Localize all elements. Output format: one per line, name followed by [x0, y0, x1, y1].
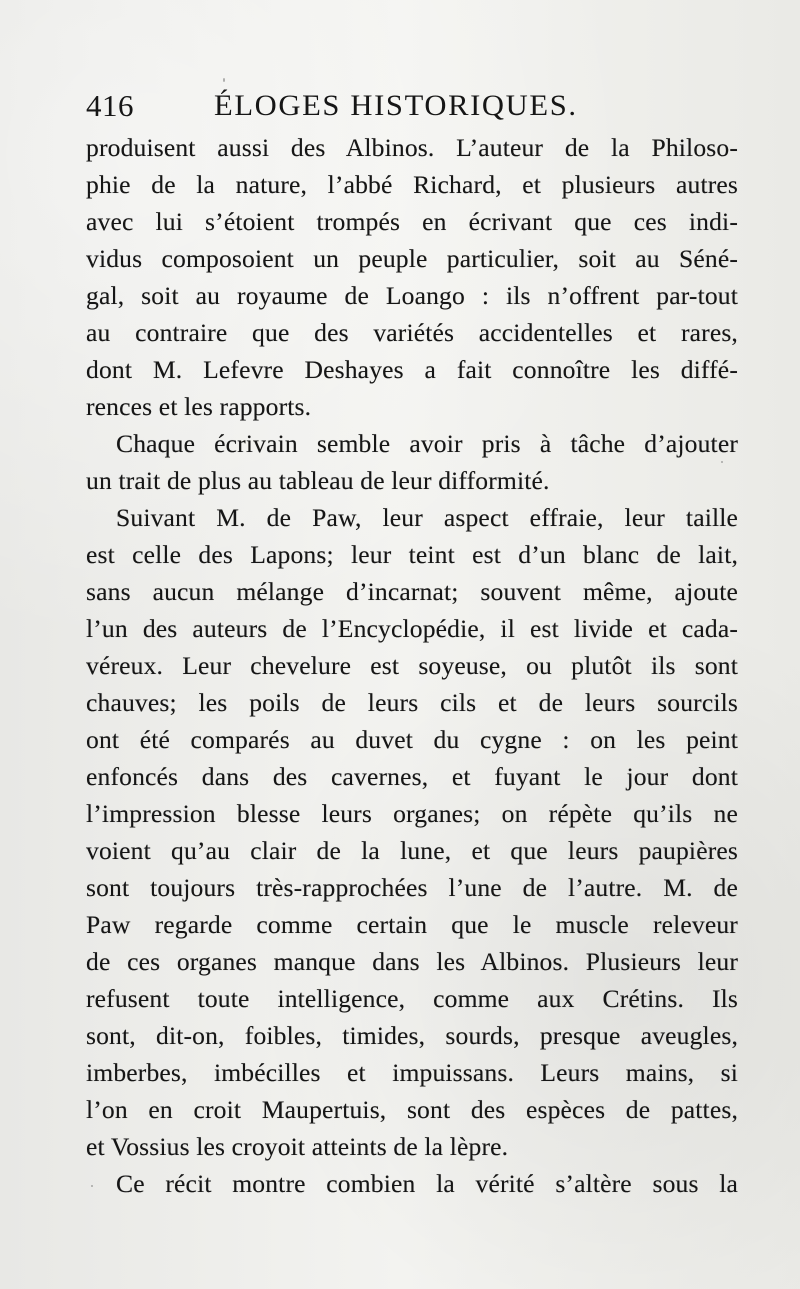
text-line-11: Suivant M. de Paw, leur aspect effraie, leur taille [116, 503, 738, 532]
text-line-13: sans aucun mélange d’incarnat; souvent même, ajoute [86, 577, 738, 606]
text-line-19: l’impression blesse leurs organes; on répète qu’ils ne [86, 799, 738, 828]
text-line-22: Paw regarde comme certain que le muscle releveur [86, 910, 738, 939]
text-line-27: l’on en croit Maupertuis, sont des espèces de pattes, [86, 1095, 738, 1124]
text-line-16: chauves; les poils de leurs cils et de leurs sourcils [86, 688, 738, 717]
main-text [86, 130, 738, 1198]
text-line-20: voient qu’au clair de la lune, et que leurs paupières [86, 836, 738, 865]
text-line-25: sont, dit-on, foibles, timides, sourds, presque aveugles, [86, 1021, 738, 1050]
page-header [86, 88, 726, 132]
text-line-18: enfoncés dans des cavernes, et fuyant le jour dont [86, 762, 738, 791]
text-line-6: au contraire que des variétés accidentelles et rares, [86, 318, 738, 347]
text-line-5: gal, soit au royaume de Loango : ils n’offrent par-tout [86, 281, 738, 310]
text-line-3: avec lui s’étoient trompés en écrivant que ces indi- [86, 207, 738, 236]
text-line-14: l’un des auteurs de l’Encyclopédie, il est livide et cada- [86, 614, 738, 643]
text-line-28: et Vossius les croyoit atteints de la lèpre. [86, 1132, 509, 1161]
paper-speck [117, 514, 120, 517]
text-line-23: de ces organes manque dans les Albinos. Plusieurs leur [86, 947, 738, 976]
paper-speck [91, 1185, 93, 1187]
text-line-1: produisent aussi des Albinos. L’auteur de la Philoso- [86, 133, 738, 162]
text-line-15: véreux. Leur chevelure est soyeuse, ou plutôt ils sont [86, 651, 738, 680]
text-line-12: est celle des Lapons; leur teint est d’un blanc de lait, [86, 540, 738, 569]
paper-speck [721, 461, 723, 463]
text-line-9: Chaque écrivain semble avoir pris à tâche d’ajouter [116, 429, 738, 458]
text-line-2: phie de la nature, l’abbé Richard, et plusieurs autres [86, 170, 738, 199]
text-line-4: vidus composoient un peuple particulier, soit au Séné- [86, 244, 738, 273]
text-line-8: rences et les rapports. [86, 392, 312, 421]
text-line-26: imberbes, imbécilles et impuissans. Leurs mains, si [86, 1058, 738, 1087]
running-title: ÉLOGES HISTORIQUES. [214, 89, 578, 122]
page-number: 416 [86, 88, 134, 123]
text-line-7: dont M. Lefevre Deshayes a fait connoître les diffé- [86, 355, 738, 384]
text-line-29: Ce récit montre combien la vérité s’altère sous la [116, 1169, 738, 1198]
text-line-24: refusent toute intelligence, comme aux Crétins. Ils [86, 984, 738, 1013]
text-line-17: ont été comparés au duvet du cygne : on les peint [86, 725, 738, 754]
text-line-21: sont toujours très-rapprochées l’une de l’autre. M. de [86, 873, 738, 902]
text-line-10: un trait de plus au tableau de leur difformité. [86, 466, 550, 495]
paper-speck [223, 78, 225, 82]
